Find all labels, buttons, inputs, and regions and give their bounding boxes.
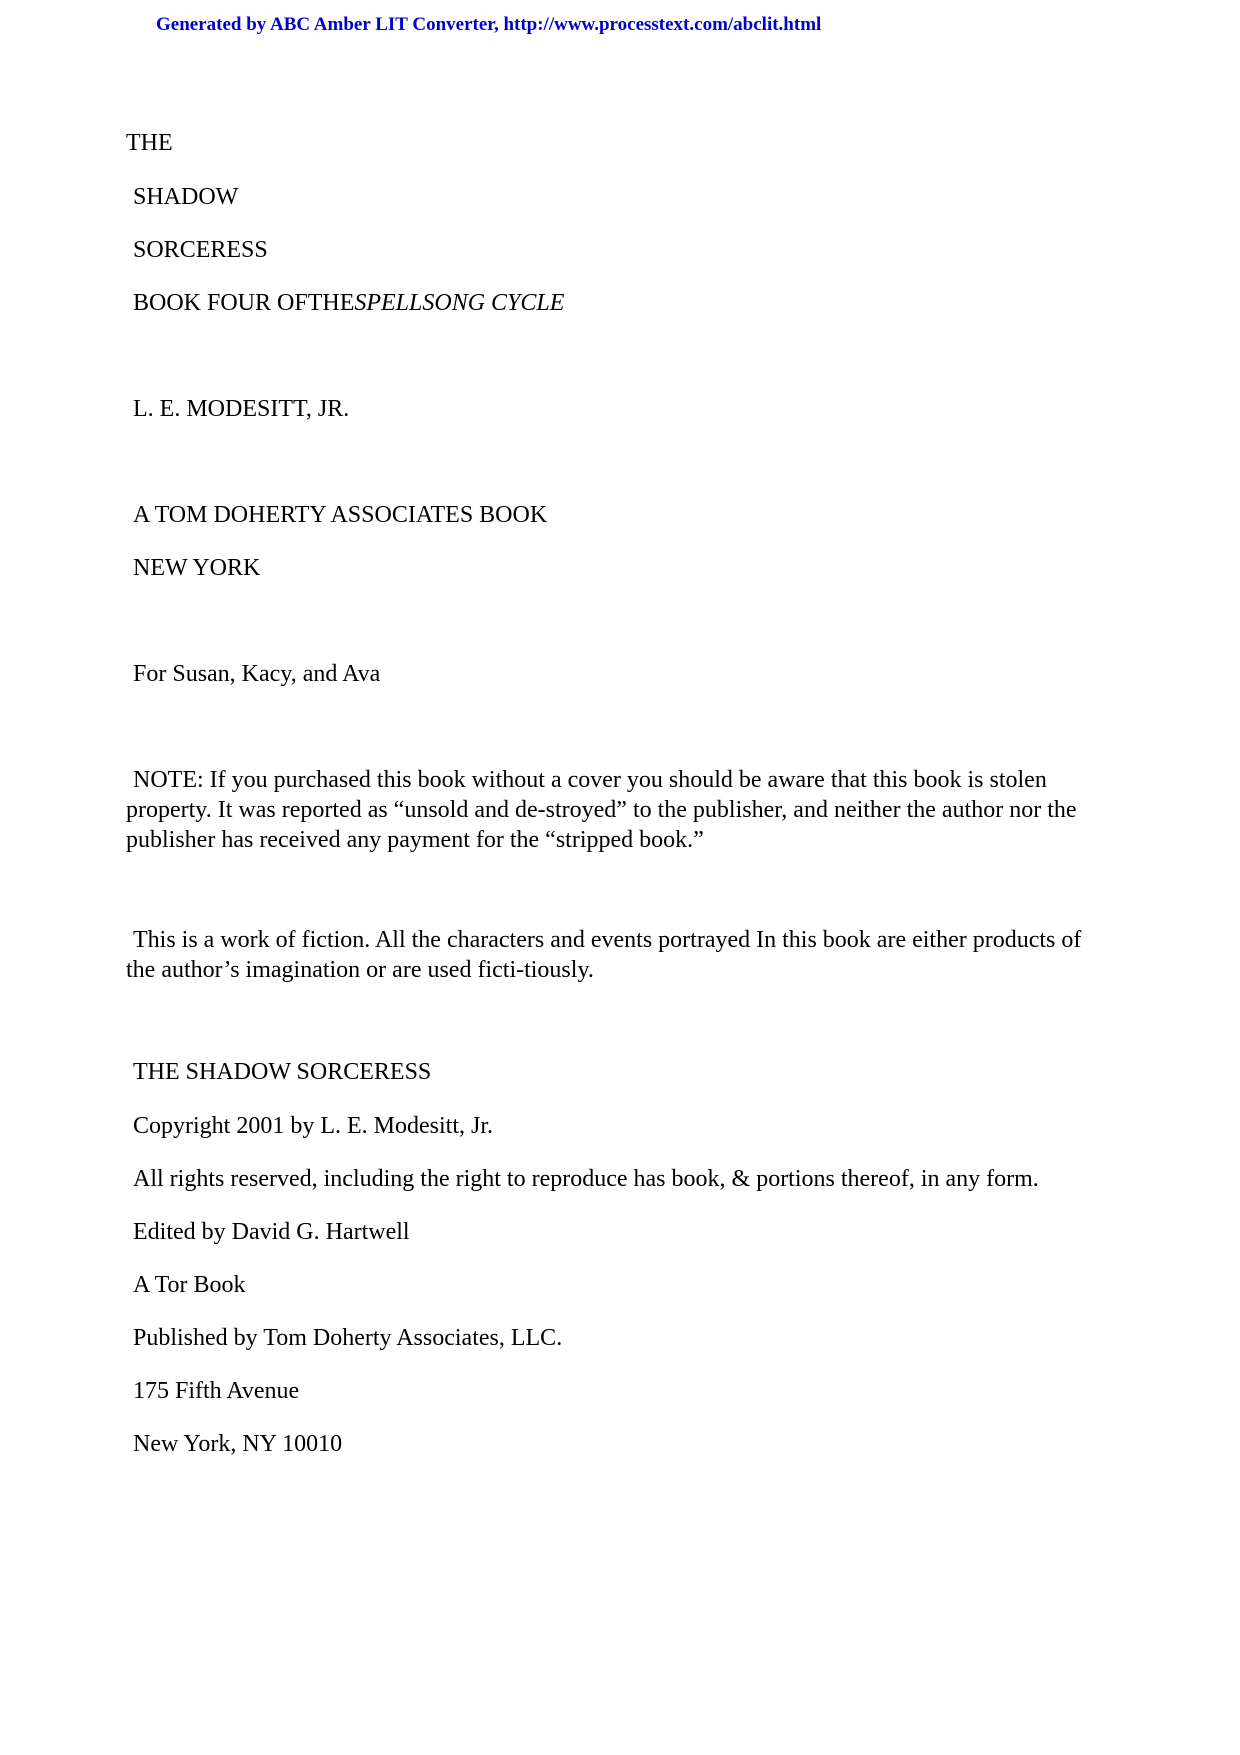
- dedication: For Susan, Kacy, and Ava: [133, 661, 381, 687]
- title-line-shadow: SHADOW: [133, 184, 239, 210]
- converter-header-link[interactable]: Generated by ABC Amber LIT Converter, http://www.processtext.com/abclit.html: [156, 14, 822, 35]
- editor-line: Edited by David G. Hartwell: [133, 1219, 410, 1245]
- city-line: New York, NY 10010: [133, 1431, 343, 1457]
- copyright-title: THE SHADOW SORCERESS: [133, 1059, 432, 1085]
- cover-note: NOTE: If you purchased this book without a cover you should be aware that this book is stolen property. It was reported as “unsold and de-stroyed” to the publisher, and neither the author nor the publisher has received any payment for the “stripped book.”: [126, 767, 1077, 853]
- series-prefix: BOOK FOUR OFTHE: [133, 290, 355, 316]
- series-name: SPELLSONG CYCLE: [354, 290, 565, 316]
- title-line-the: THE: [126, 130, 173, 156]
- author-name: L. E. MODESITT, JR.: [133, 396, 350, 422]
- imprint-line: A Tor Book: [133, 1272, 246, 1298]
- publisher-name: Published by Tom Doherty Associates, LLC.: [133, 1325, 563, 1351]
- rights-line: All rights reserved, including the right to reproduce has book, & portions thereof, in any form.: [133, 1166, 1039, 1192]
- address-line: 175 Fifth Avenue: [133, 1378, 300, 1404]
- publisher-line: A TOM DOHERTY ASSOCIATES BOOK: [133, 502, 548, 528]
- title-line-sorceress: SORCERESS: [133, 237, 268, 263]
- copyright-line: Copyright 2001 by L. E. Modesitt, Jr.: [133, 1113, 493, 1139]
- fiction-notice: This is a work of fiction. All the characters and events portrayed In this book are either products of the author’s imagination or are used ficti-tiously.: [126, 927, 1082, 983]
- publisher-city: NEW YORK: [133, 555, 261, 581]
- series-line: [133, 288, 564, 318]
